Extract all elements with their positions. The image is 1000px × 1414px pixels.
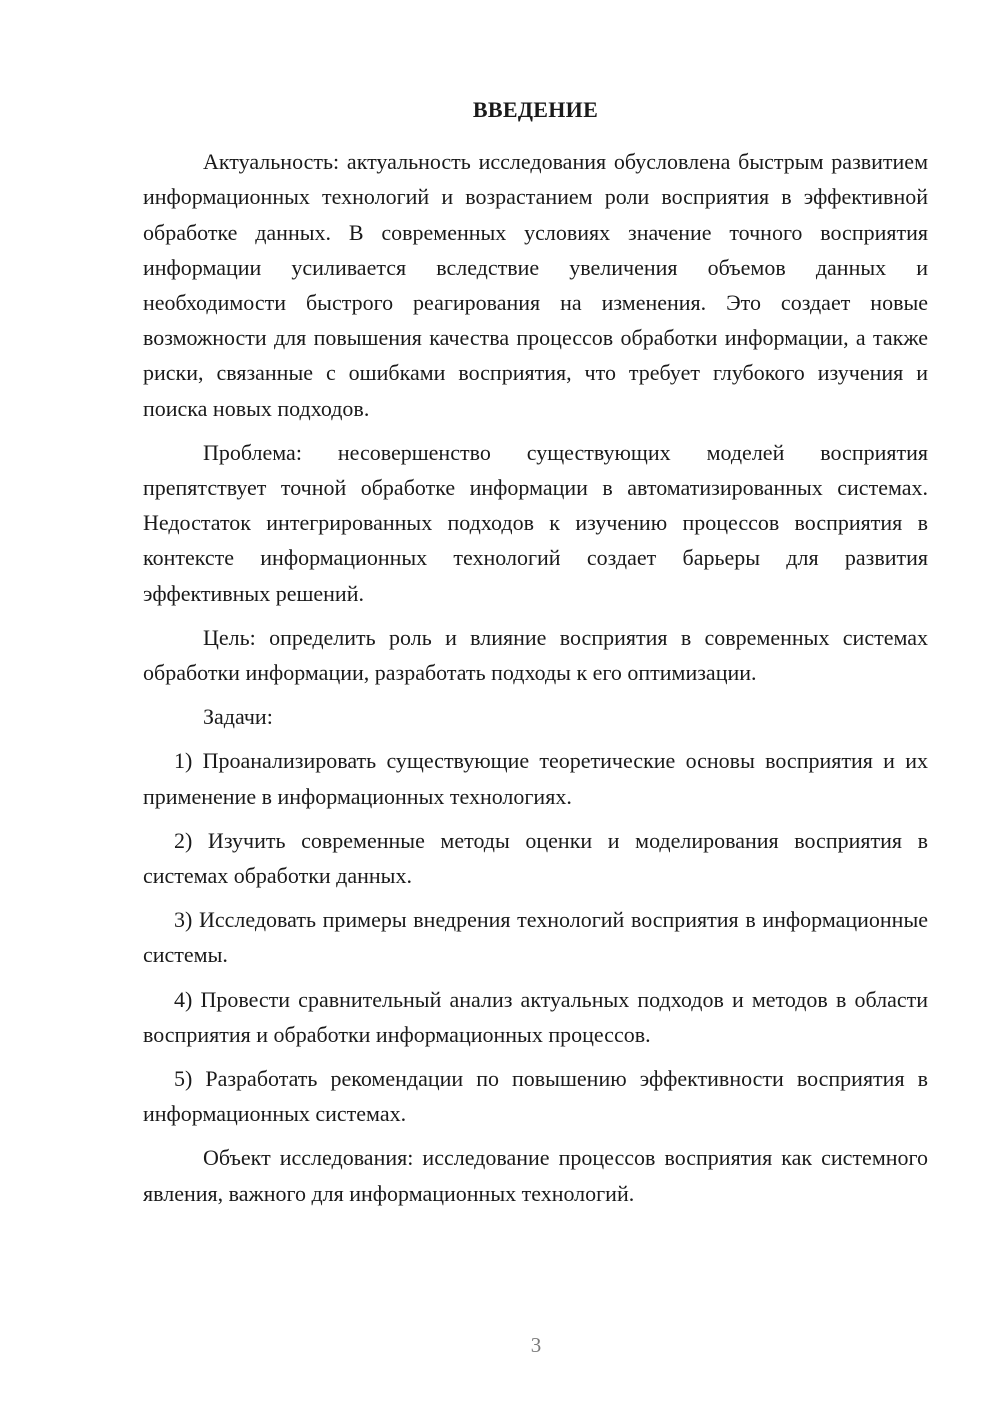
page-content bbox=[143, 92, 928, 1220]
task-item-1: 1) Проанализировать существующие теоретические основы восприятия и их применение в информационных технологиях. bbox=[143, 748, 928, 809]
section-title: ВВЕДЕНИЕ bbox=[472, 97, 599, 122]
task-item-2: 2) Изучить современные методы оценки и моделирования восприятия в системах обработки данных. bbox=[143, 827, 928, 889]
tasks-heading: Задачи: bbox=[203, 704, 273, 730]
paragraph-problem: Проблема: несовершенство существующих моделей восприятия препятствует точной обработке информации в автоматизированных системах. Недостаток интегрированных подходов к изучению процессов восприятия в контексте информационных технологий создает барьеры для развития эффективных решений. bbox=[143, 439, 928, 606]
page-number: 3 bbox=[530, 1333, 542, 1357]
paragraph-goal: Цель: определить роль и влияние восприятия в современных системах обработки информации, разработать подходы к его оптимизации. bbox=[143, 624, 928, 686]
paragraph-relevance: Актуальность: актуальность исследования обусловлена быстрым развитием информационных технологий и возрастанием роли восприятия в эффективной обработке данных. В современных условиях значение точного восприятия информации усиливается вследствие увеличения объемов данных и необходимости быстрого реагирования на изменения. Это создает новые возможности для повышения качества процессов обработки информации, а также риски, связанные с ошибками восприятия, что требует глубокого изучения и поиска новых подходов. bbox=[143, 149, 928, 421]
task-item-3: 3) Исследовать примеры внедрения технологий восприятия в информационные системы. bbox=[143, 907, 928, 968]
paragraph-object: Объект исследования: исследование процессов восприятия как системного явления, важного для информационных технологий. bbox=[143, 1145, 928, 1206]
task-item-4: 4) Провести сравнительный анализ актуальных подходов и методов в области восприятия и обработки информационных процессов. bbox=[143, 986, 928, 1047]
task-item-5: 5) Разработать рекомендации по повышению эффективности восприятия в информационных системах. bbox=[143, 1066, 928, 1127]
